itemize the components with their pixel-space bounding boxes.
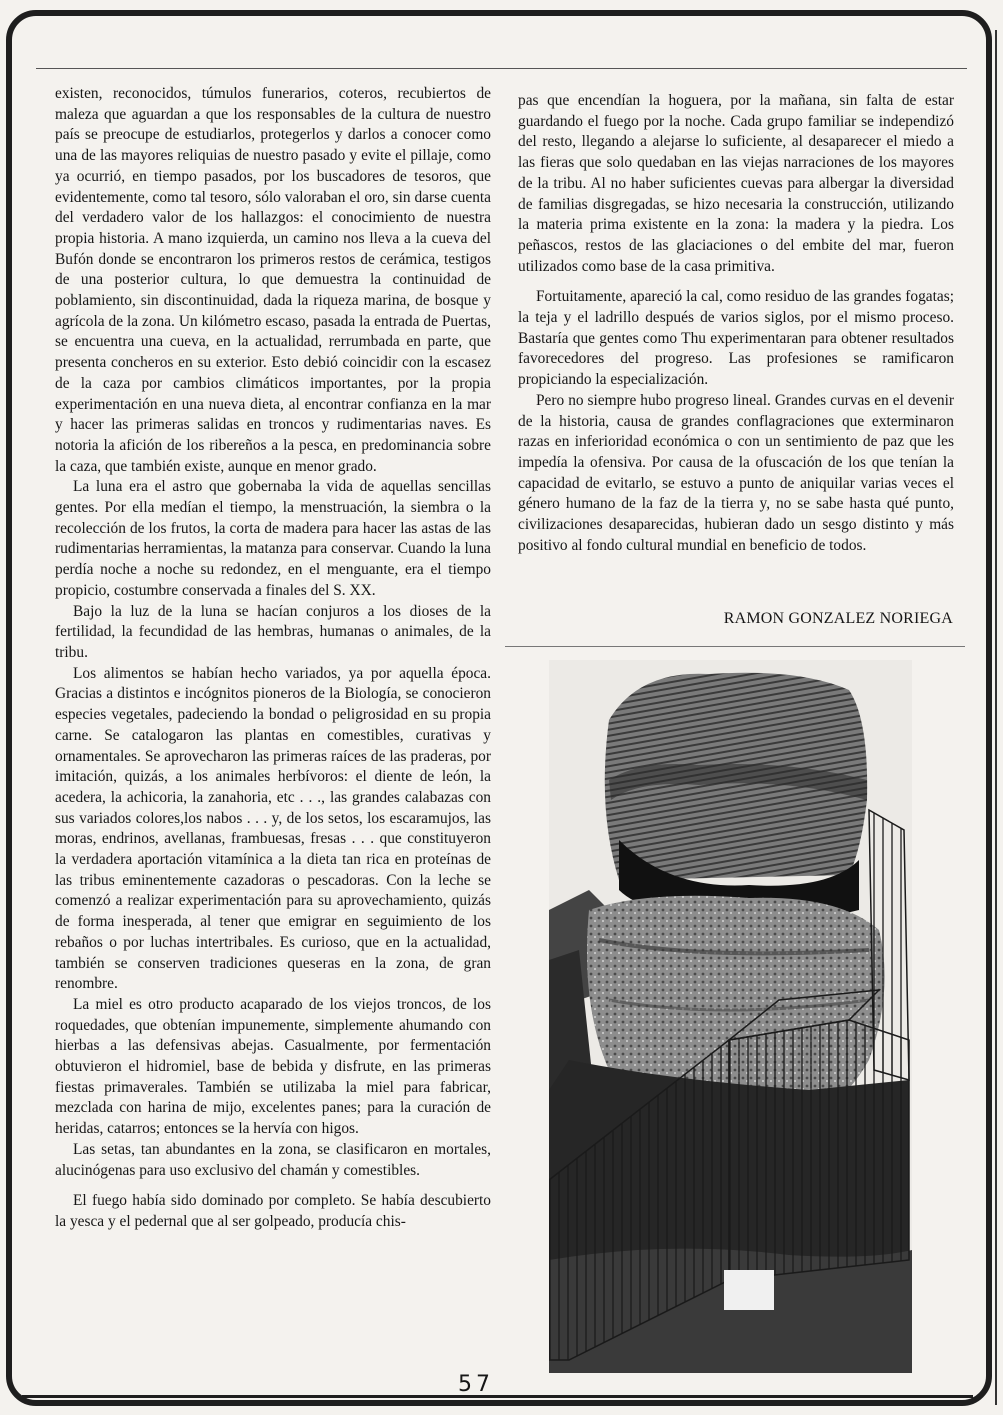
- frame-bottom-rule: [22, 1395, 973, 1398]
- author-signature: RAMON GONZALEZ NORIEGA: [723, 610, 953, 627]
- paragraph: Los alimentos se habían hecho variados, ya por aquella época. Gracias a distintos e incógnitos pioneros de la Biología, se conocieron especies vegetales, padeciendo la bondad o peligrosidad en su propia carne. Se catalogaron las plantas en comestibles, curativas y ornamentales. Se aprovecharon las primeras raíces de las praderas, por imitación, quizás, a los animales herbívoros: el diente de león, la acedera, la achicoria, la zanahoria, etc . . ., las grandes calabazas con sus variados colores,los nabos . . . y, de los setos, los escaramujos, las moras, endrinos, avellanas, frambuesas, fresas . . . que constituyeron la verdadera aportación vitamínica a la dieta tan rica en proteínas de las tribus eminentemente cazadoras o pescadoras. Con la leche se comenzó a realizar experimentación para su aprovechamiento, quizás de forma inesperada, al tener que emigrar en seguimiento de los rebaños o por luchas intertribales. Es curioso, que en la actualidad, también se conserven tradiciones queseras en la zona, de gran renombre.: [55, 664, 491, 993]
- right-text-column: [518, 91, 954, 556]
- paragraph: pas que encendían la hoguera, por la mañana, sin falta de estar guardando el fuego por la noche. Cada grupo familiar se independizó del resto, llegando a alejarse lo suficiente, al desaparecer el miedo a las fieras que solo quedaban en las viejas narraciones de los mayores de la tribu. Al no haber suficientes cuevas para albergar la diversidad de familias disgregadas, se hizo necesaria la construcción, utilizando la materia prima existente en la zona: la madera y la piedra. Los peñascos, restos de las glaciaciones o del embite del mar, fueron utilizados como base de la casa primitiva.: [518, 92, 954, 275]
- paragraph: La luna era el astro que gobernaba la vida de aquellas sencillas gentes. Por ella medían el tiempo, la menstruación, la siembra o la recolección de los frutos, la corta de madera para hacer las astas de las rudimentarias herramientas, la matanza para conservar. Cuando la luna perdía noche a noche su redondez, en el menguante, era el tiempo propicio, costumbre conservada a finales del S. XX.: [55, 478, 491, 599]
- paragraph: existen, reconocidos, túmulos funerarios, coteros, recubiertos de maleza que aguardan a que los responsables de la cultura de nuestro país se preocupe de estudiarlos, protegerlos y darlos a conocer como una de las mayores reliquias de nuestro pasado y evite el pillaje, como ya ocurrió, en tiempo pasados, por los buscadores de tesoros, que evidentemente, como tal tesoro, sólo valoraban el oro, sin darse cuenta del verdadero valor de los hallazgos: el conocimiento de nuestra propia historia. A mano izquierda, un camino nos lleva a la cueva del Bufón donde se encontraron los primeros restos de cerámica, testigos de una posterior cultura, lo que demuestra la continuidad de poblamiento, sin discontinuidad, dada la riqueza marina, de bosque y agrícola de la zona. Un kilómetro escaso, pasada la entrada de Puertas, se encuentra una cueva, en la actualidad, rerrumbada en parte, que presenta concheros en su exterior. Esto debió coincidir con la escasez de la caza por cambios climáticos importantes, por la propia experimentación en una nueva dieta, al encontrar confianza en la mar y hacer las primeras salidas en troncos y rudimentarias naves. Es notoria la afición de los ribereños a la pesca, en predominancia sobre la caza, que también existe, aunque en menor grado.: [55, 85, 491, 475]
- paragraph: Las setas, tan abundantes en la zona, se clasificaron en mortales, alucinógenas para uso exclusivo del chamán y comestibles.: [55, 1140, 491, 1179]
- paragraph: Bajo la luz de la luna se hacían conjuros a los dioses de la fertilidad, la fecundidad de las hembras, humanas o animales, de la tribu.: [55, 602, 491, 661]
- paragraph: La miel es otro producto acaparado de los viejos troncos, de los roquedades, que obtenían impunemente, simplemente ahumando con hierbas a las defensivas abejas. Casualmente, por fermentación obtuvieron el hidromiel, base de bebida y disfrute, en las primeras fiestas primaverales. También se utilizaba la miel para fabricar, mezclada con harina de mijo, excelentes panes; para la curación de heridas, catarros; entonces se la hervía con higos.: [55, 995, 491, 1138]
- rock-formation-photo: [549, 660, 912, 1373]
- page-number: 57: [458, 1372, 494, 1397]
- photo-divider: [505, 646, 965, 647]
- paragraph: Fortuitamente, apareció la cal, como residuo de las grandes fogatas; la teja y el ladrillo después de varios siglos, por el mismo proceso. Bastaría que gentes como Thu experimentaran para obtener resultados favorecedores del progreso. Las profesiones se ramificaron propiciando la especialización.: [518, 288, 954, 389]
- left-text-column: [55, 84, 491, 1233]
- page-edge-line: [995, 30, 997, 1405]
- paragraph: Pero no siempre hubo progreso lineal. Grandes curvas en el devenir de la historia, causa de grandes conflagraciones que exterminaron razas en inferioridad económica o con un sentimiento de paz que les impedía la ofensiva. Por causa de la ofuscación de los que tenían la capacidad de evitarlo, se estuvo a punto de aniquilar varias veces el género humano de la faz de la tierra y, no se sabe hasta qué punto, civilizaciones desaparecidas, hubieran dado un sesgo distinto y más positivo al fondo cultural mundial en beneficio de todos.: [518, 391, 954, 554]
- header-rule: [36, 68, 967, 69]
- paragraph: El fuego había sido dominado por completo. Se había descubierto la yesca y el pedernal que al ser golpeado, producía chis-: [55, 1192, 491, 1230]
- rock-photo-illustration: [549, 660, 912, 1373]
